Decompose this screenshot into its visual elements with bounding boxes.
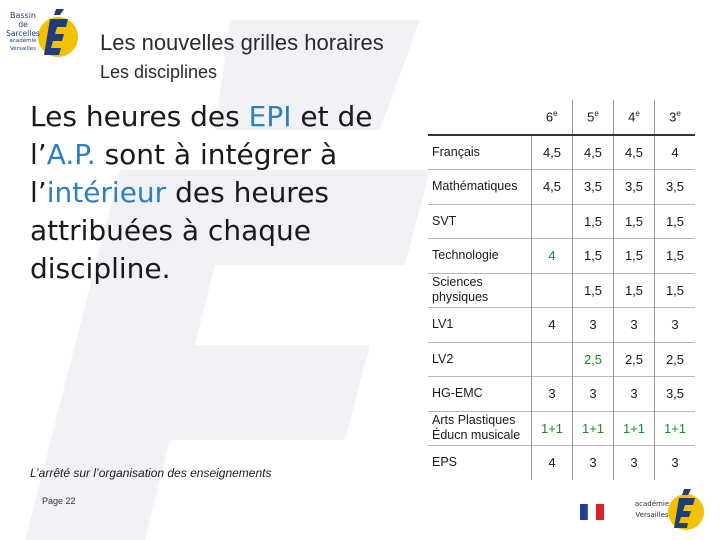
value-cell: 1,5 bbox=[655, 239, 696, 274]
logo-academie-versailles bbox=[574, 486, 720, 534]
value-cell: 1,5 bbox=[573, 273, 614, 308]
value-cell: 4,5 bbox=[542, 179, 562, 195]
value-cell: 4 bbox=[548, 455, 556, 471]
value-cell: 3,5 bbox=[655, 377, 696, 412]
value-cell bbox=[532, 273, 573, 308]
table-row bbox=[428, 308, 695, 343]
col-header-6e: 6e bbox=[545, 109, 558, 125]
text-part2: et de l’ bbox=[30, 100, 373, 171]
value-cell: 3 bbox=[614, 446, 655, 480]
text-interieur: intérieur bbox=[46, 176, 167, 209]
hours-table bbox=[428, 100, 695, 480]
value-cell bbox=[532, 342, 573, 377]
logo-line2: de Sarcelles bbox=[6, 20, 40, 38]
table-header-row bbox=[428, 100, 695, 135]
text-ap: A.P. bbox=[46, 138, 96, 171]
subject-cell: Technologie bbox=[428, 239, 532, 274]
value-cell: 3 bbox=[548, 386, 556, 402]
value-cell: 3,5 bbox=[655, 170, 696, 205]
value-cell: 1,5 bbox=[573, 204, 614, 239]
value-cell: 1+1 bbox=[655, 411, 696, 446]
col-header-3e: 3e bbox=[655, 100, 696, 135]
value-cell: 1,5 bbox=[614, 239, 655, 274]
value-cell: 3,5 bbox=[614, 170, 655, 205]
value-cell: 2,5 bbox=[655, 342, 696, 377]
subject-cell: SVT bbox=[428, 204, 532, 239]
table-row bbox=[428, 377, 695, 412]
subject-line2: Éducn musicale bbox=[432, 428, 521, 443]
value-cell: 1,5 bbox=[614, 204, 655, 239]
subject-cell: Français bbox=[428, 135, 532, 170]
table-row bbox=[428, 411, 695, 446]
subject-line1: Arts Plastiques bbox=[432, 413, 516, 428]
logo-line4: Versailles bbox=[9, 46, 37, 52]
value-cell: 1,5 bbox=[573, 239, 614, 274]
subject-cell: EPS bbox=[428, 446, 532, 480]
text-epi: EPI bbox=[248, 100, 292, 133]
value-cell: 1+1 bbox=[614, 411, 655, 446]
value-cell: 2,5 bbox=[614, 342, 655, 377]
table-row bbox=[428, 342, 695, 377]
table-row bbox=[428, 239, 695, 274]
footnote: L’arrêté sur l’organisation des enseignements bbox=[30, 466, 272, 480]
value-cell: 3 bbox=[655, 446, 696, 480]
main-statement bbox=[30, 98, 415, 288]
value-cell: 1,5 bbox=[614, 273, 655, 308]
table-row bbox=[428, 135, 695, 170]
value-cell: 3 bbox=[573, 308, 614, 343]
value-cell: 4,5 bbox=[573, 135, 614, 170]
col-header-4e: 4e bbox=[614, 100, 655, 135]
value-cell: 1,5 bbox=[655, 204, 696, 239]
logo-line1: Bassin bbox=[9, 11, 37, 20]
logo-bottom-line1: académie bbox=[634, 500, 670, 508]
page-number: Page 22 bbox=[42, 496, 76, 506]
slide-title: Les nouvelles grilles horaires bbox=[100, 30, 384, 55]
value-cell: 3,5 bbox=[573, 170, 614, 205]
value-cell: 3 bbox=[614, 377, 655, 412]
value-cell: 4,5 bbox=[542, 144, 562, 160]
subject-cell: LV1 bbox=[428, 308, 532, 343]
logo-line3: académie bbox=[9, 38, 37, 44]
logo-bassin-sarcelles bbox=[2, 3, 84, 73]
value-cell bbox=[532, 204, 573, 239]
value-cell: 4 bbox=[548, 248, 556, 264]
subject-cell: Sciences physiques bbox=[428, 273, 532, 308]
value-cell: 1+1 bbox=[540, 420, 564, 436]
text-part1: Les heures des bbox=[30, 100, 249, 133]
text-part3: sont à intégrer à l’ bbox=[30, 138, 338, 209]
table-row bbox=[428, 273, 695, 308]
col-header-5e: 5e bbox=[573, 100, 614, 135]
value-cell: 4 bbox=[655, 135, 696, 170]
value-cell: 3 bbox=[573, 377, 614, 412]
value-cell: 1+1 bbox=[573, 411, 614, 446]
marianne-flag-icon bbox=[574, 486, 720, 534]
value-cell: 4,5 bbox=[614, 135, 655, 170]
table-header-empty bbox=[428, 100, 532, 135]
subject-cell: Mathématiques bbox=[428, 170, 532, 205]
slide-subtitle: Les disciplines bbox=[100, 62, 218, 82]
value-cell: 2,5 bbox=[573, 342, 614, 377]
value-cell: 3 bbox=[655, 308, 696, 343]
value-cell: 3 bbox=[614, 308, 655, 343]
table-row bbox=[428, 170, 695, 205]
table-row bbox=[428, 446, 695, 480]
value-cell: 4 bbox=[548, 317, 556, 333]
subject-cell: LV2 bbox=[428, 342, 532, 377]
value-cell: 1,5 bbox=[655, 273, 696, 308]
subject-cell: HG-EMC bbox=[428, 377, 532, 412]
subject-cell bbox=[428, 411, 532, 446]
value-cell: 3 bbox=[573, 446, 614, 480]
logo-bottom-line2: Versailles bbox=[635, 511, 669, 519]
table-row bbox=[428, 204, 695, 239]
text-part4: des heures attribuées à chaque discipline. bbox=[30, 176, 330, 285]
